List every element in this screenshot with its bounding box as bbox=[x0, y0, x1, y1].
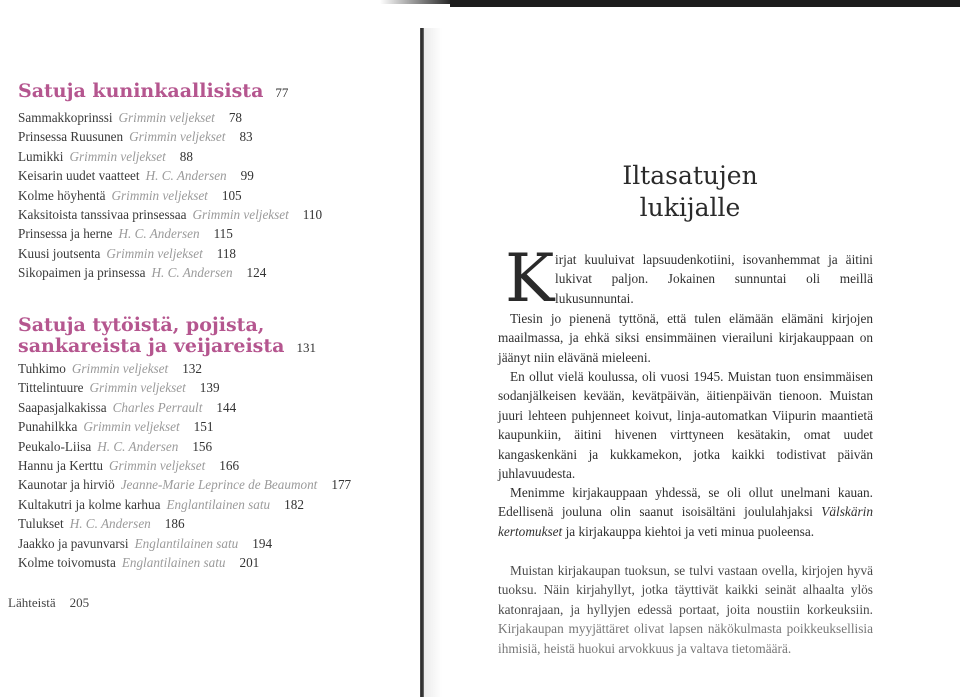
section-title-text: Satuja kuninkaallisista bbox=[18, 80, 264, 102]
toc-entry-title: Jaakko ja pavunvarsi bbox=[18, 535, 129, 551]
toc-entry-author: H. C. Andersen bbox=[97, 438, 179, 454]
toc-entry bbox=[18, 398, 351, 417]
toc-entry bbox=[18, 108, 322, 127]
toc-entry bbox=[18, 534, 351, 553]
toc-entry-title: Tulukset bbox=[18, 516, 64, 532]
toc-entry-page: 124 bbox=[246, 265, 267, 281]
toc-entry bbox=[18, 514, 351, 533]
toc-entry-title: Tuhkimo bbox=[18, 361, 66, 376]
toc-entry-title: Sammakkoprinssi bbox=[18, 110, 113, 125]
toc-entry-title: Sikopaimen ja prinsessa bbox=[18, 265, 146, 281]
section-page-number: 77 bbox=[275, 85, 289, 100]
toc-sources bbox=[8, 595, 89, 611]
toc-entry-author: Grimmin veljekset bbox=[83, 419, 180, 435]
toc-entry-author: Grimmin veljekset bbox=[106, 245, 203, 261]
toc-entry bbox=[18, 244, 322, 263]
section-page-number: 131 bbox=[296, 340, 316, 355]
toc-entry-page: 139 bbox=[199, 380, 220, 396]
toc-entry-author: Grimmin veljekset bbox=[108, 457, 206, 473]
toc-entry-title: Kaksitoista tanssivaa prinsessaa bbox=[18, 206, 187, 222]
paragraph-5 bbox=[498, 561, 873, 658]
toc-entry-page: 156 bbox=[192, 438, 213, 454]
scan-edge-fade bbox=[380, 0, 450, 4]
toc-entry-page: 186 bbox=[164, 516, 185, 532]
heading-line2: lukijalle bbox=[639, 193, 741, 222]
paragraph-4 bbox=[498, 483, 873, 541]
toc-entry-title: Prinsessa ja herne bbox=[18, 226, 113, 242]
toc-entry-page: 78 bbox=[228, 110, 243, 125]
section-title-line1: Satuja tytöistä, pojista, bbox=[18, 314, 265, 336]
toc-entry-author: Grimmin veljekset bbox=[89, 380, 186, 396]
scan-edge-shadow bbox=[450, 0, 960, 7]
toc-entry bbox=[18, 553, 351, 572]
toc-list-royals bbox=[18, 108, 322, 283]
toc-entry-author: Grimmin veljekset bbox=[111, 187, 208, 203]
toc-entry-page: 115 bbox=[213, 226, 233, 242]
toc-entry-page: 182 bbox=[284, 496, 304, 512]
toc-entry-title: Kultakutri ja kolme karhua bbox=[18, 496, 161, 512]
toc-entry-title: Tittelintuure bbox=[18, 380, 84, 396]
toc-entry bbox=[18, 437, 351, 456]
toc-entry bbox=[18, 417, 351, 436]
toc-entry-author: H. C. Andersen bbox=[151, 265, 233, 281]
toc-entry-title: Prinsessa Ruusunen bbox=[18, 129, 124, 145]
toc-entry-page: 132 bbox=[182, 361, 202, 376]
toc-entry-title: Peukalo-Liisa bbox=[18, 438, 92, 454]
heading-line1: Iltasatujen bbox=[622, 161, 758, 190]
section-title-royals bbox=[18, 81, 288, 103]
paragraph-2: Tiesin jo pienenä tyttönä, että tulen elämään elämäni kirjojen maailmassa, ja ehkä siksi ensimmäinen vierailuni kirjakauppaan on jäänyt niin elävänä mieleeni. bbox=[498, 311, 873, 365]
toc-entry-author: H. C. Andersen bbox=[118, 226, 200, 242]
sources-label: Lähteistä bbox=[8, 595, 56, 610]
sources-page-number: 205 bbox=[69, 595, 90, 610]
toc-entry-title: Saapasjalkakissa bbox=[18, 399, 107, 415]
toc-entry bbox=[18, 263, 322, 282]
section-title-heroes bbox=[18, 315, 316, 358]
toc-entry bbox=[18, 359, 351, 378]
paragraph-4-text-a: Menimme kirjakauppaan yhdessä, se oli ollut unelmani kauan. Edellisenä jouluna olin saanut isoisältäni joululahjaksi bbox=[498, 485, 873, 520]
toc-entry-page: 88 bbox=[179, 148, 193, 164]
toc-entry bbox=[18, 224, 322, 243]
toc-entry-author: Grimmin veljekset bbox=[118, 110, 215, 125]
toc-entry-author: H. C. Andersen bbox=[69, 516, 151, 532]
toc-entry-title: Kolme toivomusta bbox=[18, 554, 116, 570]
toc-entry-page: 144 bbox=[216, 399, 237, 415]
drop-cap: K bbox=[505, 240, 555, 317]
paragraph-4-text-b: ja kirjakauppa kiehtoi ja veti minua puoleensa. bbox=[562, 523, 815, 539]
toc-entry-author: Grimmin veljekset bbox=[129, 129, 226, 145]
toc-entry-title: Punahilkka bbox=[18, 419, 78, 435]
section-title-line2: sankareista ja veijareista bbox=[18, 335, 285, 357]
toc-entry-page: 166 bbox=[219, 457, 240, 473]
foreword-heading bbox=[590, 160, 790, 224]
toc-entry-author: Jeanne-Marie Leprince de Beaumont bbox=[120, 477, 318, 493]
toc-entry-page: 118 bbox=[216, 245, 237, 261]
toc-entry-author: Grimmin veljekset bbox=[69, 148, 166, 164]
toc-entry-author: Englantilainen satu bbox=[121, 554, 226, 570]
toc-entry-page: 201 bbox=[239, 554, 260, 570]
toc-entry-title: Hannu ja Kerttu bbox=[18, 457, 103, 473]
paragraph-5-text-a: Muistan kirjakaupan tuoksun, se tulvi vastaan ovella, kirjojen hyvä tuoksu. Näin kirjahyllyt, jotka täyttivät kaikki seinät alhaalta ylös katonrajaan, ja hyllyjen edessä portaat, joita noustiin korkeuksiin. bbox=[498, 563, 873, 617]
toc-entry bbox=[18, 186, 322, 205]
toc-entry bbox=[18, 127, 322, 146]
toc-entry-page: 194 bbox=[252, 535, 273, 551]
toc-entry-author: Englantilainen satu bbox=[134, 535, 239, 551]
toc-entry-title: Kolme höyhentä bbox=[18, 187, 106, 203]
toc-entry bbox=[18, 475, 351, 494]
paragraph-1: irjat kuuluivat lapsuudenkotiini, isovanhemmat ja äitini lukivat paljon. Jokainen sunnuntai oli meillä lukusunnuntai. bbox=[555, 252, 873, 306]
toc-entry-page: 110 bbox=[302, 206, 323, 222]
toc-entry-title: Lumikki bbox=[18, 148, 64, 164]
toc-entry bbox=[18, 166, 322, 185]
toc-entry-author: Grimmin veljekset bbox=[192, 206, 289, 222]
toc-entry-page: 151 bbox=[193, 419, 214, 435]
toc-list-heroes bbox=[18, 359, 351, 572]
toc-entry-title: Kaunotar ja hirviö bbox=[18, 477, 115, 493]
toc-entry-page: 105 bbox=[221, 187, 242, 203]
toc-entry-author: Englantilainen satu bbox=[166, 496, 271, 512]
gutter-shadow bbox=[424, 28, 442, 697]
toc-entry bbox=[18, 147, 322, 166]
toc-entry-page: 177 bbox=[331, 477, 352, 493]
toc-entry-author: H. C. Andersen bbox=[145, 168, 227, 184]
toc-entry bbox=[18, 495, 351, 514]
toc-entry-author: Grimmin veljekset bbox=[71, 361, 169, 376]
toc-entry-title: Kuusi joutsenta bbox=[18, 245, 101, 261]
paragraph-5-text-b: Kirjakaupan myyjättäret olivat lapsen näkökulmasta poikkeuksellisia ihmisiä, heistä huokui arvokkuus ja valtava tietomäärä. bbox=[498, 621, 873, 656]
toc-entry bbox=[18, 378, 351, 397]
toc-entry-author: Charles Perrault bbox=[112, 399, 203, 415]
toc-entry-page: 99 bbox=[240, 168, 254, 184]
toc-entry bbox=[18, 456, 351, 475]
book-title: Välskärin kertomukset bbox=[498, 504, 873, 539]
toc-entry-title: Keisarin uudet vaatteet bbox=[18, 168, 140, 184]
paragraph-3: En ollut vielä koulussa, oli vuosi 1945. Muistan tuon ensimmäisen sodanjälkeisen kevään, kevätpäivän, äitienpäivän tienoon. Muistan juuri lehteen puhjenneet koivut, linja-automatkan Viipurin maantietä kaupunkiin, äitini hivenen virttyneen kesätakin, omat uudet kangaskenkäni ja kukkamekon, jotka kaikki todistivat päivän juhlavuudesta. bbox=[498, 369, 873, 482]
toc-entry-page: 83 bbox=[239, 129, 253, 145]
toc-entry bbox=[18, 205, 322, 224]
